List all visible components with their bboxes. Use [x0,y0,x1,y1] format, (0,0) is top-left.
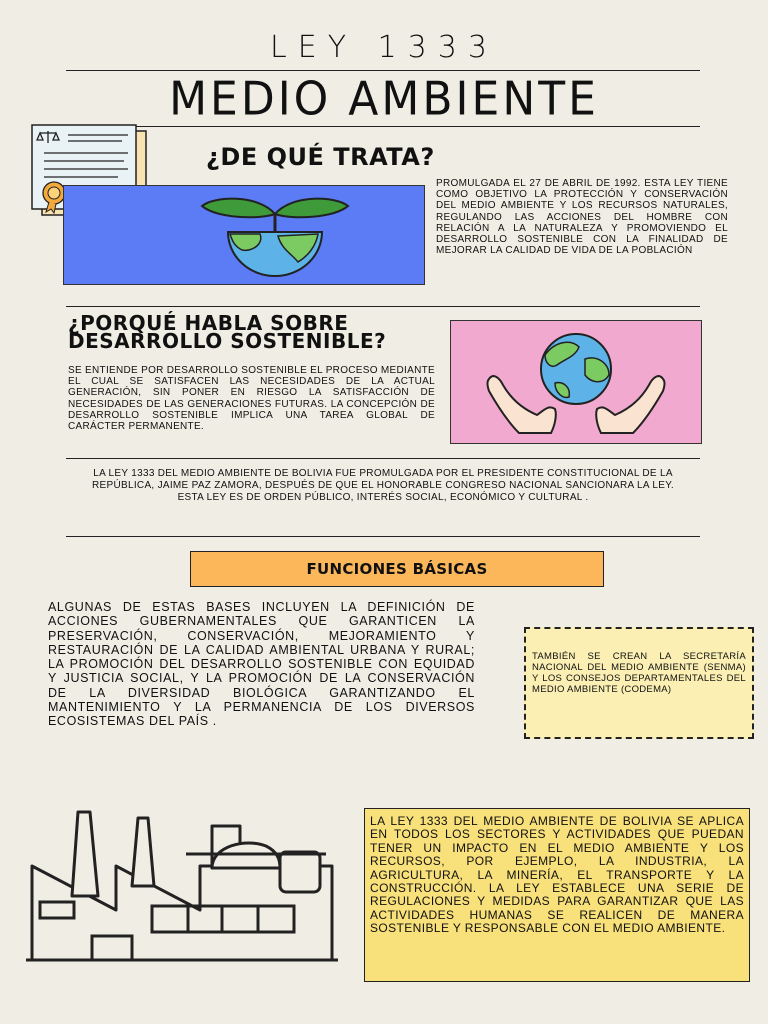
section-heading-que-trata: ¿DE QUÉ TRATA? [206,143,435,171]
section1-body: PROMULGADA EL 27 DE ABRIL DE 1992. ESTA LEY TIENE COMO OBJETIVO LA PROTECCIÓN Y CONSERVACIÓN DEL MEDIO AMBIENTE Y LOS RECURSOS NATURALES, REGULANDO LAS ACCIONES DEL HOMBRE CON RELACIÓN A LA NATURALEZA Y PROMOVIENDO EL DESARROLLO SOSTENIBLE CON LA FINALIDAD DE MEJORAR LA CALIDAD DE VIDA DE LA POBLACIÓN [436,178,728,257]
plant-illustration-card [63,185,425,285]
divider [66,306,700,307]
senma-note-box [524,627,754,739]
divider [66,536,700,537]
promulgation-text: LA LEY 1333 DEL MEDIO AMBIENTE DE BOLIVIA FUE PROMULGADA POR EL PRESIDENTE CONSTITUCIONAL DE LA REPÚBLICA, JAIME PAZ ZAMORA, DESPUÉS DE QUE EL HONORABLE CONGRESO NACIONAL SANCIONARA LA LEY. ESTA LEY ES DE ORDEN PÚBLICO, INTERÉS SOCIAL, ECONÓMICO Y CULTURAL . [92,468,674,503]
sprouting-earth-icon [198,192,352,280]
divider [66,70,700,71]
senma-note-text: TAMBIÉN SE CREAN LA SECRETARÍA NACIONAL DEL MEDIO AMBIENTE (SENMA) Y LOS CONSEJOS DEPARTAMENTALES DEL MEDIO AMBIENTE (CODEMA) [532,651,746,695]
divider [66,126,700,127]
factory-icon [26,806,338,964]
scope-box [364,808,750,982]
section-heading-funciones: FUNCIONES BÁSICAS [190,551,604,587]
functions-body: ALGUNAS DE ESTAS BASES INCLUYEN LA DEFINICIÓN DE ACCIONES GUBERNAMENTALES QUE GARANTICEN LA PRESERVACIÓN, CONSERVACIÓN, MEJORAMIENTO Y RESTAURACIÓN DE LA CALIDAD AMBIENTAL URBANA Y RURAL; LA PROMOCIÓN DEL DESARROLLO SOSTENIBLE CON EQUIDAD Y JUSTICIA SOCIAL, Y LA PROMOCIÓN DE LA CONSERVACIÓN DE LA DIVERSIDAD BIOLÓGICA GARANTIZANDO EL MANTENIMIENTO Y LA PERMANENCIA DE LOS DIVERSOS ECOSISTEMAS DEL PAÍS . [48,600,475,729]
divider [66,458,700,459]
hands-holding-earth-icon [485,329,667,437]
kicker-title: LEY 1333 [270,30,498,65]
scope-text: LA LEY 1333 DEL MEDIO AMBIENTE DE BOLIVIA SE APLICA EN TODOS LOS SECTORES Y ACTIVIDADES QUE PUEDAN TENER UN IMPACTO EN EL MEDIO AMBIENTE Y LOS RECURSOS, POR EJEMPLO, LA INDUSTRIA, LA AGRICULTURA, LA MINERÍA, EL TRANSPORTE Y LA CONSTRUCCIÓN. LA LEY ESTABLECE UNA SERIE DE REGULACIONES Y MEDIDAS PARA GARANTIZAR QUE LAS ACTIVIDADES HUMANAS SE REALICEN DE MANERA SOSTENIBLE Y RESPONSABLE CON EL MEDIO AMBIENTE. [370,814,744,936]
section-heading-desarrollo: ¿PORQUÉ HABLA SOBRE DESARROLLO SOSTENIBLE? [68,311,387,353]
hands-illustration-card [450,320,702,444]
page-title: MEDIO AMBIENTE [169,72,599,127]
section2-body: SE ENTIENDE POR DESARROLLO SOSTENIBLE EL PROCESO MEDIANTE EL CUAL SE SATISFACEN LAS NECESIDADES DE LA ACTUAL GENERACIÓN, SIN PONER EN RIESGO LA SATISFACCIÓN DE NECESIDADES DE LAS GENERACIONES FUTURAS. LA CONCEPCIÓN DE DESARROLLO SOSTENIBLE IMPLICA UNA TAREA GLOBAL DE CARÁCTER PERMANENTE. [68,365,435,433]
